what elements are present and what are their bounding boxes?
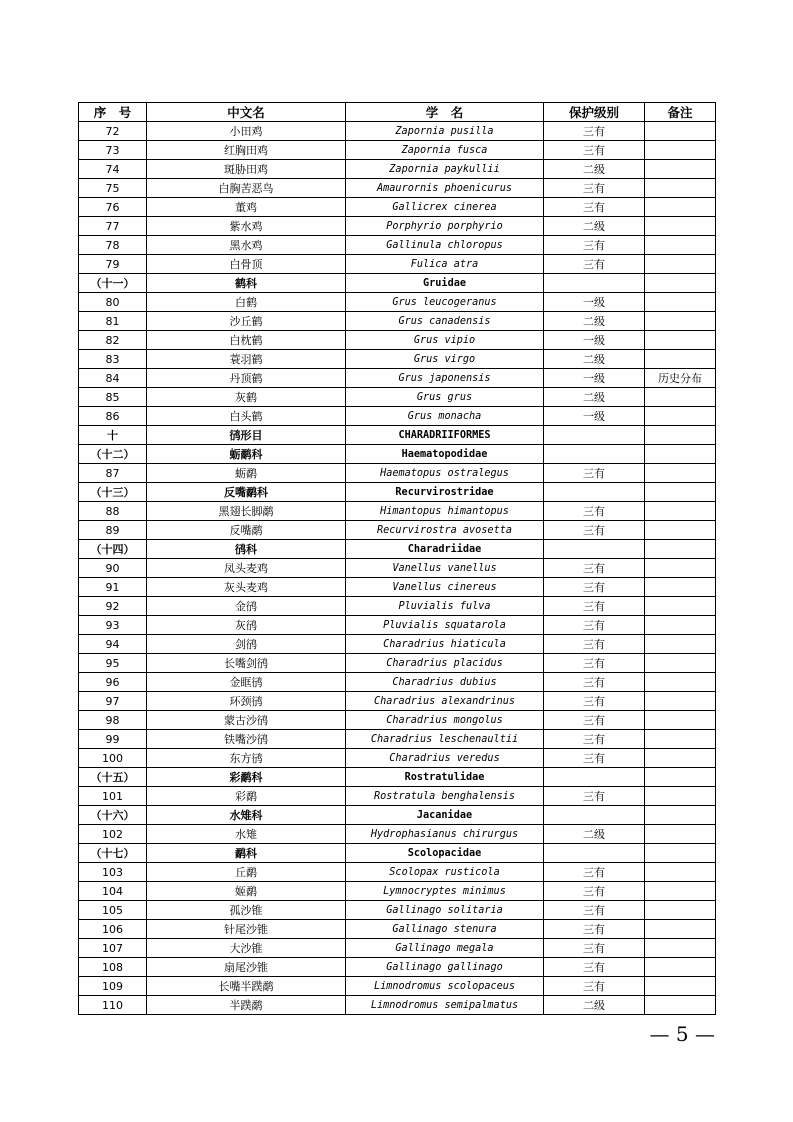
cell-chinese-name: 白鹤 [147, 293, 346, 312]
cell-chinese-name: 灰鸻 [147, 616, 346, 635]
cell-protection-level: 三有 [544, 673, 645, 692]
table-row [79, 331, 716, 350]
cell-chinese-name: 长嘴剑鸻 [147, 654, 346, 673]
cell-scientific-name: Grus leucogeranus [346, 293, 544, 312]
cell-chinese-name: 蛎鹬科 [147, 445, 346, 464]
cell-remarks [645, 255, 716, 274]
table-row [79, 996, 716, 1015]
cell-protection-level: 三有 [544, 977, 645, 996]
cell-chinese-name: 大沙锥 [147, 939, 346, 958]
cell-scientific-name: Grus vipio [346, 331, 544, 350]
cell-chinese-name: 蛎鹬 [147, 464, 346, 483]
cell-number: 74 [79, 160, 147, 179]
cell-number: （十五） [79, 768, 147, 787]
cell-chinese-name: 铁嘴沙鸻 [147, 730, 346, 749]
cell-scientific-name: Pluvialis squatarola [346, 616, 544, 635]
cell-scientific-name: Gallinago megala [346, 939, 544, 958]
cell-protection-level: 三有 [544, 616, 645, 635]
cell-scientific-name: Gallinago gallinago [346, 958, 544, 977]
cell-remarks [645, 578, 716, 597]
cell-number: 87 [79, 464, 147, 483]
cell-remarks [645, 464, 716, 483]
cell-remarks [645, 654, 716, 673]
cell-remarks [645, 122, 716, 141]
cell-chinese-name: 鸻形目 [147, 426, 346, 445]
cell-chinese-name: 水雉 [147, 825, 346, 844]
table-row [79, 198, 716, 217]
cell-remarks [645, 616, 716, 635]
cell-protection-level: 三有 [544, 692, 645, 711]
cell-remarks [645, 711, 716, 730]
cell-chinese-name: 董鸡 [147, 198, 346, 217]
cell-protection-level: 三有 [544, 141, 645, 160]
cell-protection-level: 三有 [544, 236, 645, 255]
cell-number: 102 [79, 825, 147, 844]
cell-number: 93 [79, 616, 147, 635]
cell-number: 83 [79, 350, 147, 369]
cell-remarks [645, 521, 716, 540]
cell-number: 110 [79, 996, 147, 1015]
cell-scientific-name: Charadrius veredus [346, 749, 544, 768]
table-row [79, 730, 716, 749]
species-table [78, 102, 716, 1015]
cell-scientific-name: Rostratula benghalensis [346, 787, 544, 806]
cell-number: 109 [79, 977, 147, 996]
cell-number: 100 [79, 749, 147, 768]
cell-remarks [645, 825, 716, 844]
cell-remarks [645, 407, 716, 426]
cell-scientific-name: Grus japonensis [346, 369, 544, 388]
cell-chinese-name: 红胸田鸡 [147, 141, 346, 160]
cell-remarks [645, 198, 716, 217]
cell-remarks [645, 179, 716, 198]
cell-scientific-name: Haematopodidae [346, 445, 544, 464]
table-row [79, 559, 716, 578]
cell-scientific-name: Scolopax rusticola [346, 863, 544, 882]
cell-chinese-name: 孤沙锥 [147, 901, 346, 920]
cell-scientific-name: Gallinula chloropus [346, 236, 544, 255]
cell-protection-level: 三有 [544, 464, 645, 483]
table-row [79, 369, 716, 388]
cell-chinese-name: 白骨顶 [147, 255, 346, 274]
cell-number: 104 [79, 882, 147, 901]
table-row [79, 597, 716, 616]
taxon-group-row [79, 445, 716, 464]
table-row [79, 692, 716, 711]
table-row [79, 711, 716, 730]
cell-scientific-name: Gallicrex cinerea [346, 198, 544, 217]
cell-number: 82 [79, 331, 147, 350]
cell-number: 80 [79, 293, 147, 312]
table-row [79, 863, 716, 882]
cell-protection-level: 三有 [544, 901, 645, 920]
cell-protection-level: 三有 [544, 559, 645, 578]
cell-protection-level: 二级 [544, 388, 645, 407]
cell-remarks [645, 236, 716, 255]
cell-scientific-name: Haematopus ostralegus [346, 464, 544, 483]
header-protection-level: 保护级别 [544, 103, 645, 122]
cell-scientific-name: Charadrius alexandrinus [346, 692, 544, 711]
cell-protection-level: 一级 [544, 369, 645, 388]
cell-remarks [645, 958, 716, 977]
cell-chinese-name: 金鸻 [147, 597, 346, 616]
table-row [79, 179, 716, 198]
cell-remarks [645, 673, 716, 692]
cell-protection-level: 三有 [544, 578, 645, 597]
cell-protection-level: 二级 [544, 160, 645, 179]
cell-protection-level [544, 844, 645, 863]
cell-protection-level: 三有 [544, 502, 645, 521]
taxon-group-row [79, 426, 716, 445]
cell-scientific-name: Charadriidae [346, 540, 544, 559]
cell-protection-level: 三有 [544, 635, 645, 654]
cell-number: （十三） [79, 483, 147, 502]
cell-number: 95 [79, 654, 147, 673]
cell-remarks [645, 996, 716, 1015]
cell-protection-level: 三有 [544, 920, 645, 939]
cell-number: 81 [79, 312, 147, 331]
cell-scientific-name: CHARADRIIFORMES [346, 426, 544, 445]
cell-number: 85 [79, 388, 147, 407]
cell-remarks [645, 844, 716, 863]
cell-chinese-name: 灰头麦鸡 [147, 578, 346, 597]
cell-chinese-name: 小田鸡 [147, 122, 346, 141]
cell-remarks: 历史分布 [645, 369, 716, 388]
cell-protection-level: 三有 [544, 179, 645, 198]
cell-chinese-name: 白头鹤 [147, 407, 346, 426]
cell-chinese-name: 彩鹬科 [147, 768, 346, 787]
cell-remarks [645, 445, 716, 464]
cell-number: 75 [79, 179, 147, 198]
cell-remarks [645, 939, 716, 958]
cell-protection-level [544, 426, 645, 445]
cell-remarks [645, 977, 716, 996]
cell-protection-level: 三有 [544, 198, 645, 217]
cell-scientific-name: Gallinago stenura [346, 920, 544, 939]
cell-protection-level: 一级 [544, 293, 645, 312]
cell-number: 92 [79, 597, 147, 616]
cell-number: 72 [79, 122, 147, 141]
cell-protection-level [544, 445, 645, 464]
cell-number: 86 [79, 407, 147, 426]
cell-number: 73 [79, 141, 147, 160]
cell-scientific-name: Gallinago solitaria [346, 901, 544, 920]
cell-protection-level: 三有 [544, 958, 645, 977]
table-row [79, 920, 716, 939]
cell-number: 79 [79, 255, 147, 274]
cell-scientific-name: Rostratulidae [346, 768, 544, 787]
cell-scientific-name: Vanellus vanellus [346, 559, 544, 578]
cell-scientific-name: Hydrophasianus chirurgus [346, 825, 544, 844]
table-row [79, 635, 716, 654]
cell-number: 101 [79, 787, 147, 806]
cell-protection-level: 三有 [544, 730, 645, 749]
cell-number: 107 [79, 939, 147, 958]
cell-chinese-name: 鹤科 [147, 274, 346, 293]
cell-protection-level: 三有 [544, 255, 645, 274]
cell-scientific-name: Grus canadensis [346, 312, 544, 331]
cell-protection-level: 二级 [544, 996, 645, 1015]
cell-scientific-name: Amaurornis phoenicurus [346, 179, 544, 198]
cell-remarks [645, 141, 716, 160]
cell-scientific-name: Pluvialis fulva [346, 597, 544, 616]
cell-protection-level: 三有 [544, 939, 645, 958]
cell-number: 105 [79, 901, 147, 920]
cell-number: 78 [79, 236, 147, 255]
cell-remarks [645, 692, 716, 711]
cell-remarks [645, 730, 716, 749]
cell-remarks [645, 882, 716, 901]
table-row [79, 236, 716, 255]
cell-protection-level [544, 483, 645, 502]
cell-number: 88 [79, 502, 147, 521]
cell-chinese-name: 鹬科 [147, 844, 346, 863]
cell-number: 77 [79, 217, 147, 236]
cell-chinese-name: 白枕鹤 [147, 331, 346, 350]
cell-chinese-name: 蓑羽鹤 [147, 350, 346, 369]
cell-scientific-name: Vanellus cinereus [346, 578, 544, 597]
cell-number: （十七） [79, 844, 147, 863]
cell-chinese-name: 反嘴鹬科 [147, 483, 346, 502]
cell-scientific-name: Limnodromus semipalmatus [346, 996, 544, 1015]
cell-number: 十 [79, 426, 147, 445]
table-row [79, 521, 716, 540]
cell-protection-level: 二级 [544, 350, 645, 369]
cell-chinese-name: 彩鹬 [147, 787, 346, 806]
cell-remarks [645, 350, 716, 369]
cell-number: 96 [79, 673, 147, 692]
cell-scientific-name: Lymnocryptes minimus [346, 882, 544, 901]
cell-chinese-name: 金眶鸻 [147, 673, 346, 692]
table-body [79, 122, 716, 1015]
cell-scientific-name: Himantopus himantopus [346, 502, 544, 521]
header-row [79, 103, 716, 122]
cell-chinese-name: 紫水鸡 [147, 217, 346, 236]
cell-number: （十二） [79, 445, 147, 464]
cell-protection-level [544, 806, 645, 825]
cell-protection-level: 三有 [544, 122, 645, 141]
cell-remarks [645, 331, 716, 350]
cell-number: 106 [79, 920, 147, 939]
cell-chinese-name: 鸻科 [147, 540, 346, 559]
cell-scientific-name: Zapornia pusilla [346, 122, 544, 141]
cell-protection-level: 二级 [544, 312, 645, 331]
cell-remarks [645, 312, 716, 331]
cell-scientific-name: Scolopacidae [346, 844, 544, 863]
cell-chinese-name: 姬鹬 [147, 882, 346, 901]
cell-scientific-name: Gruidae [346, 274, 544, 293]
table-row [79, 787, 716, 806]
cell-remarks [645, 901, 716, 920]
table-row [79, 825, 716, 844]
taxon-group-row [79, 768, 716, 787]
cell-chinese-name: 东方鸻 [147, 749, 346, 768]
taxon-group-row [79, 540, 716, 559]
cell-chinese-name: 沙丘鹤 [147, 312, 346, 331]
cell-scientific-name: Charadrius placidus [346, 654, 544, 673]
cell-remarks [645, 597, 716, 616]
cell-chinese-name: 长嘴半蹼鹬 [147, 977, 346, 996]
cell-remarks [645, 768, 716, 787]
cell-remarks [645, 160, 716, 179]
cell-number: 89 [79, 521, 147, 540]
cell-chinese-name: 扇尾沙锥 [147, 958, 346, 977]
header-chinese-name: 中文名 [147, 103, 346, 122]
table-row [79, 293, 716, 312]
table-row [79, 407, 716, 426]
cell-remarks [645, 635, 716, 654]
cell-remarks [645, 217, 716, 236]
cell-chinese-name: 剑鸻 [147, 635, 346, 654]
cell-number: 103 [79, 863, 147, 882]
table-row [79, 122, 716, 141]
cell-scientific-name: Charadrius mongolus [346, 711, 544, 730]
cell-chinese-name: 水雉科 [147, 806, 346, 825]
cell-chinese-name: 反嘴鹬 [147, 521, 346, 540]
cell-remarks [645, 540, 716, 559]
table-row [79, 654, 716, 673]
cell-scientific-name: Charadrius dubius [346, 673, 544, 692]
cell-protection-level: 二级 [544, 217, 645, 236]
cell-scientific-name: Limnodromus scolopaceus [346, 977, 544, 996]
cell-chinese-name: 灰鹤 [147, 388, 346, 407]
cell-chinese-name: 黑翅长脚鹬 [147, 502, 346, 521]
cell-chinese-name: 环颈鸻 [147, 692, 346, 711]
table-row [79, 312, 716, 331]
header-remarks: 备注 [645, 103, 716, 122]
cell-remarks [645, 787, 716, 806]
cell-remarks [645, 483, 716, 502]
cell-scientific-name: Charadrius hiaticula [346, 635, 544, 654]
table-row [79, 749, 716, 768]
cell-number: 84 [79, 369, 147, 388]
cell-protection-level: 三有 [544, 787, 645, 806]
table-row [79, 882, 716, 901]
table-row [79, 350, 716, 369]
cell-protection-level: 二级 [544, 825, 645, 844]
cell-protection-level: 三有 [544, 521, 645, 540]
cell-protection-level [544, 768, 645, 787]
cell-chinese-name: 丘鹬 [147, 863, 346, 882]
table-row [79, 141, 716, 160]
cell-chinese-name: 半蹼鹬 [147, 996, 346, 1015]
taxon-group-row [79, 483, 716, 502]
cell-remarks [645, 274, 716, 293]
cell-remarks [645, 806, 716, 825]
cell-protection-level [544, 274, 645, 293]
table-row [79, 901, 716, 920]
table-row [79, 673, 716, 692]
header-scientific-name: 学 名 [346, 103, 544, 122]
cell-scientific-name: Charadrius leschenaultii [346, 730, 544, 749]
cell-chinese-name: 丹顶鹤 [147, 369, 346, 388]
table-row [79, 616, 716, 635]
cell-chinese-name: 白胸苦恶鸟 [147, 179, 346, 198]
cell-protection-level: 一级 [544, 407, 645, 426]
cell-chinese-name: 斑胁田鸡 [147, 160, 346, 179]
cell-number: （十四） [79, 540, 147, 559]
cell-scientific-name: Fulica atra [346, 255, 544, 274]
cell-scientific-name: Grus grus [346, 388, 544, 407]
cell-number: 94 [79, 635, 147, 654]
cell-remarks [645, 559, 716, 578]
table-row [79, 578, 716, 597]
cell-protection-level: 三有 [544, 597, 645, 616]
cell-number: 97 [79, 692, 147, 711]
cell-number: 76 [79, 198, 147, 217]
page-number: — 5 — [649, 1022, 715, 1046]
cell-scientific-name: Recurvirostridae [346, 483, 544, 502]
table-row [79, 160, 716, 179]
cell-remarks [645, 749, 716, 768]
table-row [79, 388, 716, 407]
cell-scientific-name: Zapornia paykullii [346, 160, 544, 179]
table-row [79, 255, 716, 274]
cell-number: 98 [79, 711, 147, 730]
cell-number: （十六） [79, 806, 147, 825]
table-row [79, 958, 716, 977]
cell-scientific-name: Grus monacha [346, 407, 544, 426]
cell-chinese-name: 黑水鸡 [147, 236, 346, 255]
cell-protection-level: 三有 [544, 863, 645, 882]
cell-number: 91 [79, 578, 147, 597]
cell-chinese-name: 凤头麦鸡 [147, 559, 346, 578]
cell-remarks [645, 502, 716, 521]
cell-remarks [645, 920, 716, 939]
cell-protection-level: 三有 [544, 882, 645, 901]
cell-protection-level: 三有 [544, 749, 645, 768]
table-row [79, 217, 716, 236]
cell-scientific-name: Zapornia fusca [346, 141, 544, 160]
cell-remarks [645, 426, 716, 445]
taxon-group-row [79, 844, 716, 863]
taxon-group-row [79, 274, 716, 293]
cell-chinese-name: 针尾沙锥 [147, 920, 346, 939]
cell-number: 108 [79, 958, 147, 977]
header-number: 序 号 [79, 103, 147, 122]
cell-remarks [645, 863, 716, 882]
taxon-group-row [79, 806, 716, 825]
cell-protection-level: 一级 [544, 331, 645, 350]
cell-remarks [645, 388, 716, 407]
cell-protection-level [544, 540, 645, 559]
cell-number: （十一） [79, 274, 147, 293]
cell-protection-level: 三有 [544, 654, 645, 673]
cell-scientific-name: Grus virgo [346, 350, 544, 369]
cell-scientific-name: Jacanidae [346, 806, 544, 825]
cell-number: 99 [79, 730, 147, 749]
table-row [79, 464, 716, 483]
table-row [79, 502, 716, 521]
cell-protection-level: 三有 [544, 711, 645, 730]
cell-remarks [645, 293, 716, 312]
cell-scientific-name: Recurvirostra avosetta [346, 521, 544, 540]
table-row [79, 977, 716, 996]
cell-scientific-name: Porphyrio porphyrio [346, 217, 544, 236]
table-row [79, 939, 716, 958]
cell-chinese-name: 蒙古沙鸻 [147, 711, 346, 730]
cell-number: 90 [79, 559, 147, 578]
